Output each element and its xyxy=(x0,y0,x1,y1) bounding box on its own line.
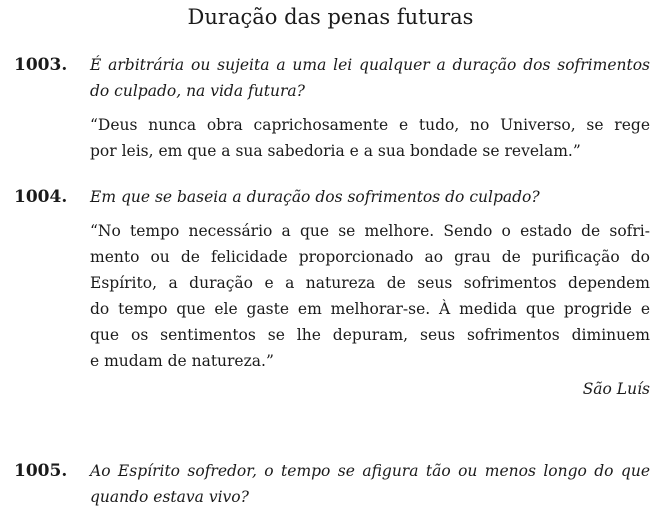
question-line: quando estava vivo? xyxy=(90,488,249,506)
question-number: 1005. xyxy=(14,461,68,481)
question-number: 1004. xyxy=(14,187,68,207)
question-line: É arbitrária ou sujeita a uma lei qualquer a duração dos sofrimentos xyxy=(90,56,650,74)
question-number: 1003. xyxy=(14,55,68,75)
answer-line: “Deus nunca obra caprichosamente e tudo, no Universo, se rege xyxy=(90,116,650,134)
answer-line: Espírito, a duração e a natureza de seus sofrimentos dependem xyxy=(90,274,650,292)
answer-line: do tempo que ele gaste em melhorar-se. À medida que progride e xyxy=(90,300,650,318)
answer-line: e mudam de natureza.” xyxy=(90,352,274,370)
question-line: Ao Espírito sofredor, o tempo se afigura tão ou menos longo do que xyxy=(90,462,650,480)
answer-line: que os sentimentos se lhe depuram, seus sofrimentos diminuem xyxy=(90,326,650,344)
section-heading: Duração das penas futuras xyxy=(187,5,474,29)
answer-line: mento ou de felicidade proporcionado ao grau de purificação do xyxy=(90,248,650,266)
question-line: do culpado, na vida futura? xyxy=(90,82,305,100)
answer-line: “No tempo necessário a que se melhore. Sendo o estado de sofri- xyxy=(90,222,650,240)
answer-line: por leis, em que a sua sabedoria e a sua bondade se revelam.” xyxy=(90,142,581,160)
signature: São Luís xyxy=(582,380,650,398)
question-line: Em que se baseia a duração dos sofrimentos do culpado? xyxy=(90,188,540,206)
